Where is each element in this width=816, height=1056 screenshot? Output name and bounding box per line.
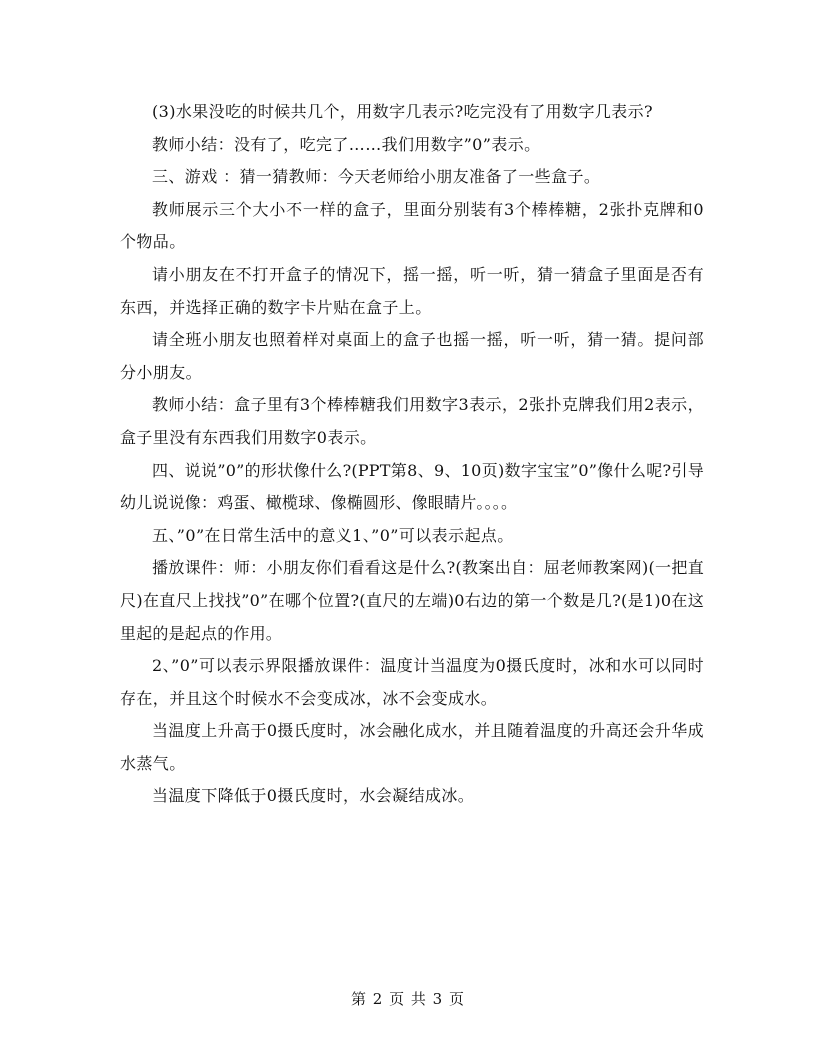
document-body	[120, 96, 704, 813]
paragraph: 五、”0”在日常生活中的意义1、”0”可以表示起点。	[152, 525, 514, 545]
paragraph: 请全班小朋友也照着样对桌面上的盒子也摇一摇，听一听，猜一猜。提问部分小朋友。	[120, 330, 704, 382]
paragraph: 当温度上升高于0摄氏度时，冰会融化成水，并且随着温度的升高还会升华成水蒸气。	[120, 721, 704, 773]
paragraph: 教师小结：没有了，吃完了……我们用数字”0”表示。	[152, 134, 541, 154]
paragraph: 2、”0”可以表示界限播放课件：温度计当温度为0摄氏度时，冰和水可以同时存在，并且这个时候水不会变成冰，冰不会变成水。	[120, 656, 704, 708]
paragraph: 教师小结：盒子里有3个棒棒糖我们用数字3表示，2张扑克牌我们用2表示，盒子里没有东西我们用数字0表示。	[120, 395, 704, 447]
paragraph: 播放课件：师：小朋友你们看看这是什么?(教案出自：屈老师教案网)(一把直尺)在直尺上找找”0”在哪个位置?(直尺的左端)0右边的第一个数是几?(是1)0在这里起的是起点的作用。	[120, 558, 704, 643]
paragraph: 请小朋友在不打开盒子的情况下，摇一摇，听一听，猜一猜盒子里面是否有东西，并选择正确的数字卡片贴在盒子上。	[120, 264, 704, 317]
paragraph: (3)水果没吃的时候共几个，用数字几表示?吃完没有了用数字几表示?	[152, 102, 654, 121]
page-number-footer: 第 2 页 共 3 页	[351, 990, 465, 1008]
paragraph: 四、说说”0”的形状像什么?(PPT第8、9、10页)数字宝宝”0”像什么呢?引导幼儿说说像：鸡蛋、橄榄球、像椭圆形、像眼睛片。。。。	[120, 460, 704, 513]
paragraph: 教师展示三个大小不一样的盒子，里面分别装有3个棒棒糖，2张扑克牌和0个物品。	[120, 199, 704, 252]
paragraph: 三、游戏 ：猜一猜教师：今天老师给小朋友准备了一些盒子。	[152, 167, 601, 187]
paragraph: 当温度下降低于0摄氏度时，水会凝结成冰。	[152, 786, 475, 806]
